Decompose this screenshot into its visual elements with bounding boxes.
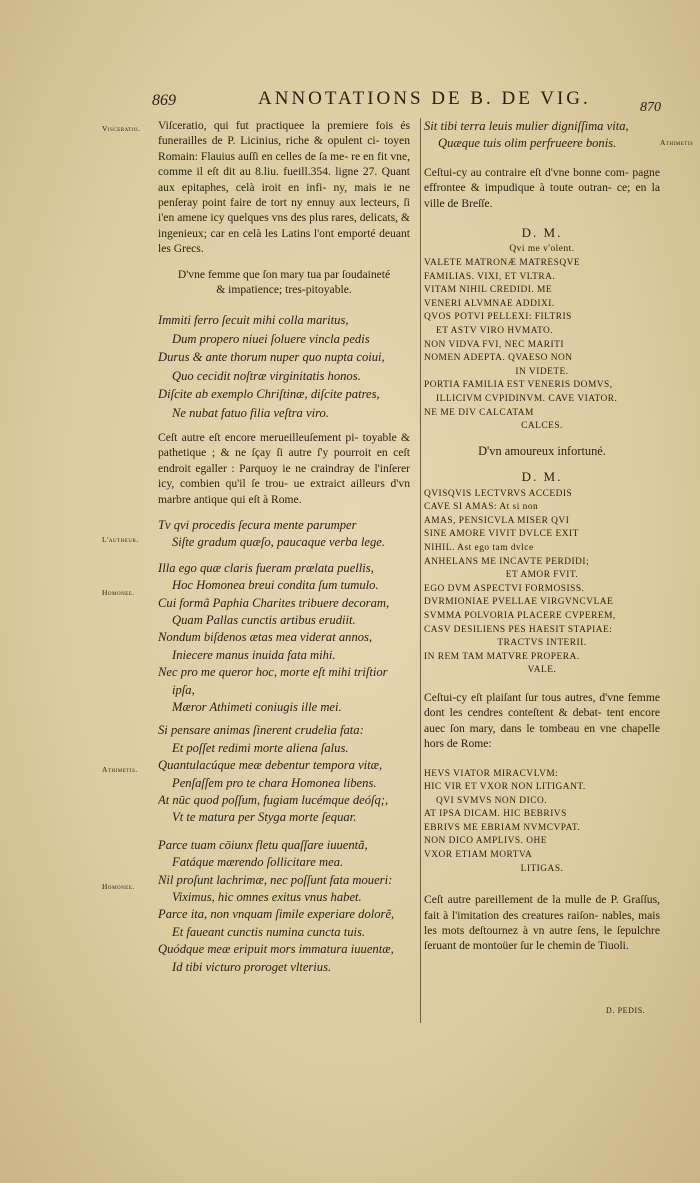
left-column (158, 118, 410, 976)
page-header (0, 88, 700, 116)
margin-note-homonee: Homonee. (102, 588, 135, 597)
right-column (424, 118, 660, 954)
mule-paragraph: Ceſt autre pareillement de la mulle de P. Graſſus, fait à l'imitation des creatures raiſon- nables, mais les mots deſtournez à vn autre ſens, le ſepulchre ſeruant de montoüer ſur le chemin de Tiuoli. (424, 893, 661, 953)
brescia-paragraph: Ceſtui-cy au contraire eſt d'vne bonne com- pagne effrontee & impudique à toute outran- ce; en la ville de Breſſe. (424, 165, 660, 210)
margin-note-homonee-2: Homonee. (102, 882, 135, 891)
running-title: ANNOTATIONS DE B. DE VIG. (258, 88, 591, 109)
dis-manibus-heading-2: D. M. (521, 469, 563, 485)
quarrel-paragraph: Ceſtui-cy eſt plaiſant ſur tous autres, d'vne femme dont les cendres conteſtent & debat- tent encore auec ſon mary, dans le tombeau en vne chapelle hors de Rome: (424, 690, 660, 751)
epitaph-verse-traveller: Tv qvi procedis ſecura mente parumper Siſte gradum quæſo, paucaque verba lege. (158, 517, 386, 550)
epitaph-verse-homonea-reply: Parce tuam cōiunx fletu quaſſare iuuentã, Fatáque mærendo ſollicitare mea. Nil proſunt lachrimæ, nec poſſunt fata moueri: Viximus, hic omnes exitus vnus habet. Parce ita, non vnquam ſimile experiare dolorẽ, Et faueant cunctis numina cuncta tuis. Quódque meæ eripuit mors immatura iuuentæ, Id tibi victuro proroget vlterius. (158, 837, 395, 974)
pathetic-paragraph: Ceſt autre eſt encore merueilleuſement pi- toyable & pathetique ; & ne ſçay ſi autre ſ'y pourroit en ceſt endroit egaller : Parquoy ie ne craindray de l'inſerer icy, combien qu'il ſe trou- ue extraict ailleurs d'vn marbre antique qui eſt à Rome. (158, 430, 411, 506)
inscription-lover: QVISQVIS LECTVRVS ACCEDIS CAVE SI AMAS: At si non AMAS, PENSICVLA MISER QVI SINE AMORE VIVIT DVLCE EXIT NIHIL. Ast ego tam dvlce ANHELANS ME INCAVTE PERDIDI; ET AMOR FVIT. EGO DVM ASPECTVI FORMOSISS. DVRMIONIAE PVELLAE VIRGVNCVLAE SVMMA POLVORIA PLACERE CVPEREM, CASV DESILIENS PES HAESIT STAPIAE: TRACTVS INTERII. IN REM TAM MATVRE PROPERA. VALE. (424, 488, 616, 676)
page-number-right: 870 (640, 100, 661, 115)
epitaph-heading: D'vne femme que ſon mary tua par ſoudaineté & impatience; tres-pitoyable. (177, 267, 391, 297)
intro-paragraph: Viſceratio, qui fut practiquee la premiere fois és funerailles de P. Licinius, riche & opulent ci- toyen Romain: Flauius auſſi en celles de ſa me- re en fit vne, comme il eſt dit au 8.liu. fueill.354. ligne 27. Quant aux epitaphes, celà iroit en infi- ny, mais ie ne penſeray point faire de tort ny ennuy aux lecteurs, ſi i'en amene icy quelques vns des plus rares, delicats, & ingenieux; car en celà les Latins l'ont emporté deuant les Grecs. (158, 119, 411, 256)
inscription-portia: Qvi me v'olent. VALETE MATRONÆ MATRESQVE FAMILIAS. VIXI, ET VLTRA. VITAM NIHIL CREDIDI. ME VENERI ALVMNAE ADDIXI. QVOS POTVI PELLEXI: FILTRIS ET ASTV VIRO HVMATO. NON VIDVA FVI, NEC MARITI NOMEN ADEPTA. QVAESO NON IN VIDETE. PORTIA FAMILIA EST VENERIS DOMVS, ILLICIVM CVPIDINVM. CAVE VIATOR. NE ME DIV CALCATAM CALCES. (424, 244, 618, 432)
dis-manibus-heading-1: D. M. (521, 225, 563, 241)
margin-note-athimetis-right: Athimetis (660, 138, 694, 147)
epitaph-verse-athimetus: Si pensare animas ſinerent crudelia fata: Et poſſet redimi morte aliena ſalus. Quantulacúque meæ debentur tempora vitæ, Penſaſſem pro te chara Homonea libens. At nūc quod poſſum, fugiam lucémque deóſq;, Vt te matura per Styga morte ſequar. (158, 723, 389, 825)
epitaph-verse-homonea: Illa ego quæ claris fueram prælata puellis, Hoc Homonea breui condita ſum tumulo. Cui formâ Paphia Charites tribuere decoram, Quam Pallas cunctis artibus erudiit. Nondum biſdenos ætas mea viderat annos, Iniecere manus inuida fata mihi. Nec pro me queror hoc, morte eſt mihi triſtior ipſa, Mæror Athimeti coniugis ille mei. (158, 560, 390, 714)
unlucky-lover-heading: D'vn amoureux infortuné. (478, 443, 606, 458)
margin-note-athimetis: Athimetis. (102, 765, 138, 774)
inscription-bebrius: HEVS VIATOR MIRACVLVM: HIC VIR ET VXOR NON LITIGANT. QVI SVMVS NON DICO. AT IPSA DICAM. HIC BEBRIVS EBRIVS ME EBRIAM NVMCVPAT. NON DICO AMPLIVS. OHE VXOR ETIAM MORTVA LITIGAS. (424, 768, 586, 874)
catchword: D. PEDIS. (606, 1006, 646, 1015)
epitaph-verse-christina: Immiti ferro ſecuit mihi colla maritus, Dum propero niuei ſoluere vincla pedis Durus & ante thorum nuper quo nupta coiui, Quo cecidit noſtræ virginitatis honos. Diſcite ab exemplo Chriſtinæ, diſcite patres, Ne nubat fatuo filia veſtra viro. (158, 313, 385, 420)
margin-note-visceratio: Visceratio. (102, 124, 141, 133)
verse-continuation: Sit tibi terra leuis mulier digniſſima vita, Quæque tuis olim perfrueere bonis. (424, 119, 629, 151)
column-rule (420, 118, 421, 1023)
margin-note-lautheur: L'autheur. (102, 535, 139, 544)
page-number-left: 869 (152, 92, 176, 109)
